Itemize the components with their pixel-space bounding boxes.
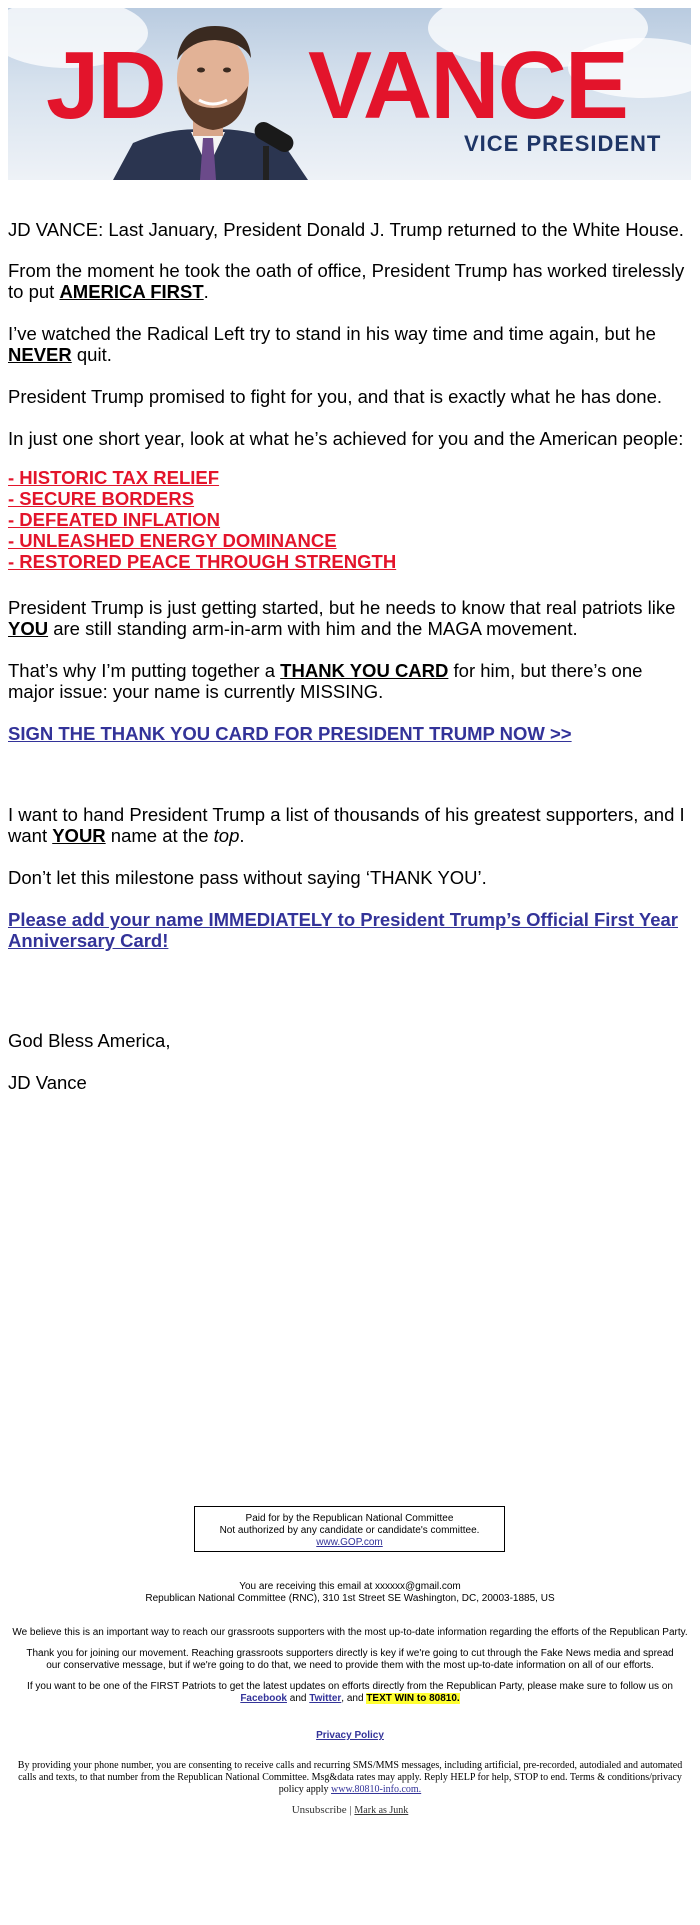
text: and [287,1693,310,1704]
paid-line-1: Paid for by the Republican National Committee [245,1513,454,1524]
paragraph-thank-you-card [8,660,692,702]
text: If you want to be one of the FIRST Patriots to get the latest updates on efforts directly from the Republican Party, please make sure to follow us on [27,1681,673,1692]
paragraph-intro: JD VANCE: Last January, President Donald J. Trump returned to the White House. [8,219,684,240]
paragraph-patriots [8,597,692,639]
unsubscribe-row [10,1804,690,1817]
emphasis-america-first: AMERICA FIRST [59,281,204,302]
follow-us-line [18,1681,682,1705]
receiving-notice [10,1581,690,1605]
text: By providing your phone number, you are consenting to receive calls and recurring SMS/MMS messages, including artificial, pre-recorded, autodialed and automated calls and texts, to that number from the Republican National Committee. Msg&data rates may apply. Reply HELP for help, STOP to end. Terms & conditions/privacy policy apply [17,1760,683,1795]
mark-junk-link[interactable]: Mark as Junk [354,1805,409,1816]
paragraph-promise: President Trump promised to fight for you, and that is exactly what he has done. [8,386,663,407]
text: are still standing arm-in-arm with him and the MAGA movement. [48,618,578,639]
text: for him, but there’s one major issue: your name is currently MISSING. [8,660,643,702]
believe-line: We believe this is an important way to reach our grassroots supporters with the most up-to-date information regarding the efforts of the Republican Party. [12,1627,688,1638]
text: President Trump is just getting started, but he needs to know that real patriots like [8,597,676,618]
privacy-policy-link[interactable]: Privacy Policy [316,1730,384,1741]
paid-line-2: Not authorized by any candidate or candidate's committee. [219,1525,480,1536]
paragraph-never-quit [8,323,692,365]
emphasis-your: YOUR [52,825,106,846]
text: . [203,281,209,302]
text: I want to hand President Trump a list of thousands of his greatest supporters, and I want [8,804,685,846]
achievements-list [8,467,692,572]
facebook-link[interactable]: Facebook [240,1693,287,1704]
header-banner [8,8,691,180]
sms-disclaimer [16,1760,684,1796]
unsubscribe-link[interactable]: Unsubscribe [291,1804,347,1816]
sign-card-link[interactable]: SIGN THE THANK YOU CARD FOR PRESIDENT TRUMP NOW >> [8,723,572,744]
paragraph-milestone: Don’t let this milestone pass without saying ‘THANK YOU’. [8,867,487,888]
signature: JD Vance [8,1072,87,1093]
add-name-link[interactable]: Please add your name IMMEDIATELY to President Trump’s Official First Year Anniversary Card! [8,909,678,951]
achievement-item: - RESTORED PEACE THROUGH STRENGTH [8,551,397,572]
cta-line-1 [8,723,692,744]
banner-name-left: JD [46,32,165,139]
portrait-photo [103,8,313,180]
separator: | [349,1804,352,1816]
receiving-line: You are receiving this email at xxxxxx@gmail.com [239,1581,461,1592]
thanks-line: Thank you for joining our movement. Reaching grassroots supporters directly is key if we're going to cut through the Fake News media and spread our conservative message, but if we're going to do that, we need to provide them with the most up-to-date information on all of our efforts. [26,1648,674,1671]
cta-line-2 [8,909,692,951]
privacy-row [10,1730,690,1742]
achievement-item: - UNLEASHED ENERGY DOMINANCE [8,530,337,551]
text: quit. [71,344,112,365]
text: name at the [105,825,214,846]
paragraph-achievements-intro: In just one short year, look at what he’s achieved for you and the American people: [8,428,684,449]
paragraph-supporters-list [8,804,692,846]
paid-for-box [194,1506,505,1552]
banner-name-right: VANCE [308,32,627,139]
signoff: God Bless America, [8,1030,171,1051]
twitter-link[interactable]: Twitter [309,1693,342,1704]
text: From the moment he took the oath of office, President Trump has worked tirelessly to put [8,260,685,302]
text-win-highlight: TEXT WIN to 80810. [366,1693,460,1704]
emphasis-top: top [213,825,240,846]
sms-terms-link[interactable]: www.80810-info.com. [331,1784,422,1795]
address-line: Republican National Committee (RNC), 310 1st Street SE Washington, DC, 20003-1885, US [145,1593,555,1604]
banner-subtitle: VICE PRESIDENT [464,131,662,156]
paragraph-america-first [8,260,692,302]
text: . [239,825,245,846]
achievement-item: - SECURE BORDERS [8,488,195,509]
achievement-item: - HISTORIC TAX RELIEF [8,467,220,488]
gop-link[interactable]: www.GOP.com [316,1537,383,1548]
text: That’s why I’m putting together a [8,660,281,681]
achievement-item: - DEFEATED INFLATION [8,509,221,530]
emphasis-never: NEVER [8,344,72,365]
emphasis-thank-you-card: THANK YOU CARD [280,660,449,681]
emphasis-you: YOU [8,618,49,639]
text: I’ve watched the Radical Left try to stand in his way time and time again, but he [8,323,656,344]
text: , and [341,1693,367,1704]
